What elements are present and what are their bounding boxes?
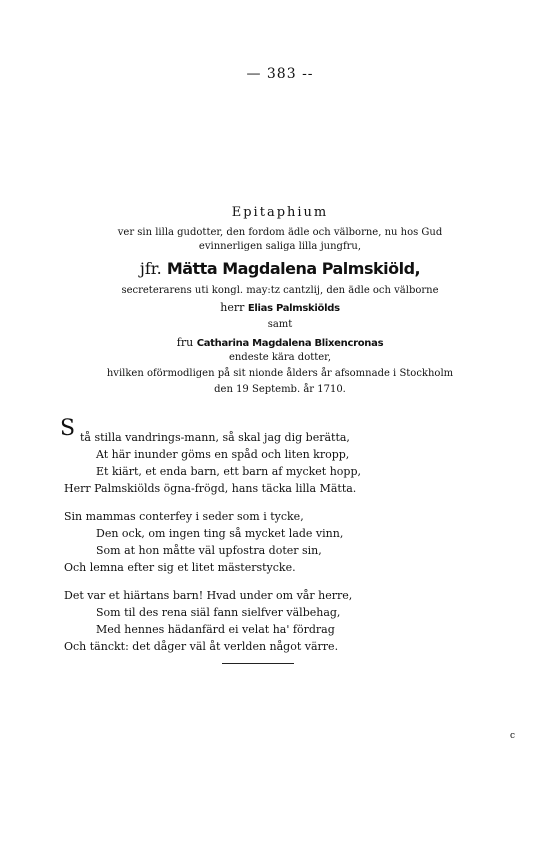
printer-mark: c — [510, 731, 516, 741]
father-prefix: herr — [220, 301, 245, 314]
verse-line: Och lemna efter sig et litet mästerstycke. — [64, 561, 296, 574]
heading-line-11: den 19 Septemb. år 1710. — [214, 384, 346, 395]
page-number: — 383 -- — [246, 66, 314, 82]
verse-line: Med hennes hädanfärd ei velat ha' fördrag — [96, 623, 335, 636]
drop-cap: S — [60, 416, 76, 441]
heading-samt: samt — [267, 319, 293, 330]
verse-line: Et kiärt, et enda barn, ett barn af mycket hopp, — [96, 465, 362, 478]
father-name: Elias Palmskiölds — [247, 303, 340, 314]
verse-line: tå stilla vandrings-mann, så skal jag dig berätta, — [80, 431, 350, 444]
epitaph-title: Epitaphium — [231, 205, 329, 220]
verse-line: At här inunder göms en spåd och liten kropp, — [96, 448, 350, 461]
verse-line: Som at hon måtte väl upfostra doter sin, — [96, 544, 322, 557]
closing-rule — [222, 663, 294, 664]
heading-line-10: hvilken oförmodligen på sit nionde ålders år afsomnade i Stockholm — [106, 368, 454, 379]
mother-prefix: fru — [176, 336, 194, 349]
verse-line: Som til des rena siäl fann sielfver välbehag, — [96, 606, 341, 619]
mother-name: Catharina Magdalena Blixencronas — [196, 338, 384, 349]
mother-name-line — [40, 337, 520, 349]
heading-line-9: endeste kära dotter, — [228, 352, 332, 363]
name-prefix: jfr. — [139, 259, 162, 278]
heading-line-2: ver sin lilla gudotter, den fordom ädle och välborne, nu hos Gud — [117, 227, 443, 238]
verse-line: Det var et hiärtans barn! Hvad under om vår herre, — [64, 589, 353, 602]
heading-line-3: evinnerligen saliga lilla jungfru, — [198, 241, 362, 252]
verse-line: Herr Palmskiölds ögna-frögd, hans täcka lilla Mätta. — [64, 482, 357, 495]
verse-line: Och tänckt: det dåger väl åt verlden något värre. — [64, 640, 339, 653]
deceased-name — [40, 261, 520, 277]
verse-line: Den ock, om ingen ting så mycket lade vinn, — [96, 527, 344, 540]
verse-line: Sin mammas conterfey i seder som i tycke, — [64, 510, 304, 523]
name-bold: Mätta Magdalena Palmskiöld, — [166, 259, 421, 278]
heading-line-5: secreterarens uti kongl. may:tz cantzlij, den ädle och välborne — [121, 285, 439, 296]
father-name-line — [40, 302, 520, 314]
